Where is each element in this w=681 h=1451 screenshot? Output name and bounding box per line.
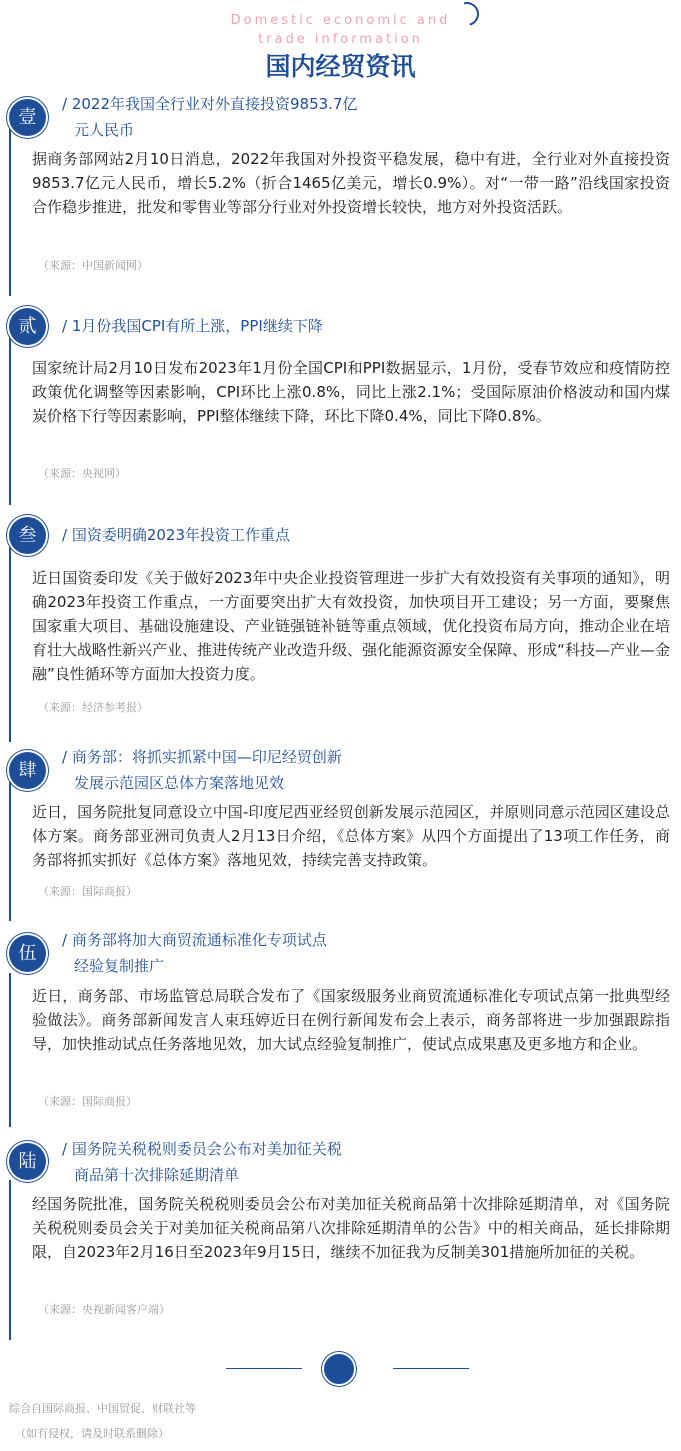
section-divider-line <box>9 771 11 921</box>
section-badge: 陆 <box>9 1143 46 1180</box>
section-title <box>62 1136 342 1188</box>
section-body: 近日国资委印发《关于做好2023年中央企业投资管理进一步扩大有效投资有关事项的通知》，明确2023年投资工作重点，一方面要突出扩大有效投资，加快项目开工建设；另一方面，要聚焦国家重大项目、基础设施建设、产业链强链补链等重点领域，优化投资布局方向，推动企业在培育壮大战略性新兴产业、推进传统产业改造升级、强化能源资源安全保障、形成“科技—产业—金融”良性循环等方面加大投资力度。 <box>32 569 670 683</box>
section-body: 据商务部网站2月10日消息，2022年我国对外投资平稳发展，稳中有进，全行业对外直接投资9853.7亿元人民币，增长5.2%（折合1465亿美元，增长0.9%）。对“一带一路”沿线国家投资合作稳步推进，批发和零售业等部分行业对外投资增长较快，地方对外投资活跃。 <box>32 150 670 216</box>
footer-notice: （如有侵权，请及时联系删除） <box>15 1427 169 1440</box>
section-title-line2: 发展示范园区总体方案落地见效 <box>74 774 285 792</box>
section-title-line1: / 2022年我国全行业对外直接投资9853.7亿 <box>62 95 358 113</box>
section-title-line1: / 国务院关税税则委员会公布对美加征关税 <box>62 1140 342 1158</box>
section-body: 经国务院批准，国务院关税税则委员会公布对美加征关税商品第十次排除延期清单，对《国务院关税税则委员会关于对美加征关税商品第八次排除延期清单的公告》中的相关商品，延长排除期限，自2023年2月16日至2023年9月15日，继续不加征我为反制美301措施所加征的关税。 <box>32 1195 670 1261</box>
section-body: 近日，商务部、市场监管总局联合发布了《国家级服务业商贸流通标准化专项试点第一批典型经验做法》。商务部新闻发言人束珏婷近日在例行新闻发布会上表示，商务部将进一步加强跟踪指导，加快推动试点任务落地见效，加大试点经验复制推广，使试点成果惠及更多地方和企业。 <box>32 987 670 1053</box>
section-title <box>62 744 342 796</box>
header-english-line1: Domestic economic and <box>230 13 451 28</box>
section-title <box>62 313 323 339</box>
section-source: （来源：央视新闻客户端） <box>38 1303 170 1316</box>
footer-credit: 综合自国际商报、中国贸促、财联社等 <box>9 1402 196 1415</box>
section-title <box>62 522 290 548</box>
section-body: 国家统计局2月10日发布2023年1月份全国CPI和PPI数据显示，1月份，受春节效应和疫情防控政策优化调整等因素影响，CPI环比上涨0.8%，同比上涨2.1%；受国际原油价格波动和国内煤炭价格下行等因素影响，PPI整体继续下降，环比下降0.4%，同比下降0.8%。 <box>32 359 670 425</box>
footer-divider-left <box>226 1368 302 1369</box>
section-source: （来源：中国新闻网） <box>38 259 148 272</box>
section-title-line1: / 国资委明确2023年投资工作重点 <box>62 526 290 544</box>
header-english-line2: trade information <box>258 32 423 47</box>
section-title-line1: / 1月份我国CPI有所上涨，PPI继续下降 <box>62 317 323 335</box>
section-source: （来源：经济参考报） <box>38 701 148 714</box>
footer-divider-right <box>393 1368 469 1369</box>
section-badge: 肆 <box>9 752 46 789</box>
page-title: 国内经贸资讯 <box>265 52 416 81</box>
section-title-line1: / 商务部：将抓实抓紧中国—印尼经贸创新 <box>62 748 342 766</box>
section-title <box>62 91 357 143</box>
section-title-line1: / 商务部将加大商贸流通标准化专项试点 <box>62 931 327 949</box>
section-divider-line <box>9 1180 11 1340</box>
section-divider-line <box>9 327 11 505</box>
section-body: 近日，国务院批复同意设立中国-印度尼西亚经贸创新发展示范园区，并原则同意示范园区建设总体方案。商务部亚洲司负责人2月13日介绍，《总体方案》从四个方面提出了13项工作任务，商务部将抓实抓好《总体方案》落地见效，持续完善支持政策。 <box>32 803 670 869</box>
section-badge: 伍 <box>9 935 46 972</box>
section-divider-line <box>9 536 11 742</box>
section-source: （来源：央视网） <box>38 467 126 480</box>
section-badge: 壹 <box>9 99 46 136</box>
section-source: （来源：国际商报） <box>38 885 137 898</box>
section-divider-line <box>9 118 11 296</box>
section-source: （来源：国际商报） <box>38 1095 137 1108</box>
footer-dot-icon <box>322 1352 356 1386</box>
section-badge: 叁 <box>9 517 46 554</box>
section-title-line2: 元人民币 <box>74 121 135 139</box>
section-divider-line <box>9 973 11 1127</box>
section-title-line2: 经验复制推广 <box>74 957 165 975</box>
section-title <box>62 927 327 979</box>
section-title-line2: 商品第十次排除延期清单 <box>74 1166 240 1184</box>
section-badge: 贰 <box>9 308 46 345</box>
